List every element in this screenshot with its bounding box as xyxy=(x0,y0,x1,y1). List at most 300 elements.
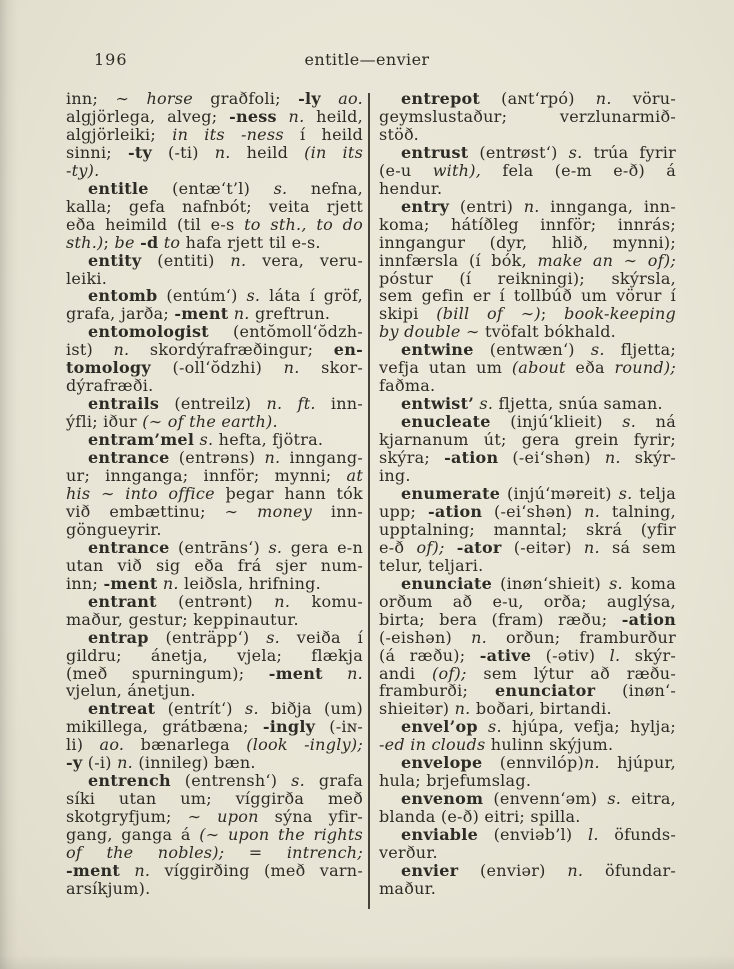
dictionary-line xyxy=(66,377,363,395)
italic-text: by double ∼ xyxy=(379,322,480,342)
column-divider xyxy=(368,93,370,909)
plain-text: kjarnanum út; gera grein fyrir; xyxy=(379,430,676,450)
italic-text: s. xyxy=(291,771,305,791)
dictionary-line xyxy=(66,449,363,467)
dictionary-line xyxy=(66,305,363,323)
plain-text: (-oll‘ŏdzhi) xyxy=(150,358,284,378)
dictionary-line xyxy=(379,126,676,144)
italic-text: (∼ of the earth). xyxy=(142,412,278,432)
plain-text: (ennvilóp) xyxy=(482,753,584,773)
plain-text: göngueyrir. xyxy=(66,519,162,539)
plain-text: orðun; framburður xyxy=(486,627,676,647)
dictionary-line xyxy=(379,180,676,198)
plain-text: graðfoli; xyxy=(192,89,299,108)
plain-text: sá sem xyxy=(599,537,677,557)
plain-text: við embættinu; ∼ xyxy=(66,501,258,521)
italic-text: his ∼ into office xyxy=(66,483,215,503)
dictionary-line xyxy=(379,700,676,718)
plain-text: hulinn skýjum. xyxy=(485,735,614,755)
plain-text: koma xyxy=(622,573,677,593)
plain-text: fljetta; xyxy=(604,340,676,360)
dictionary-line xyxy=(379,377,676,395)
plain-text: arsíkjum). xyxy=(66,878,151,898)
italic-text: n. xyxy=(113,340,130,360)
dictionary-line xyxy=(379,270,676,288)
plain-text: (entrənt) xyxy=(156,591,275,611)
dictionary-line xyxy=(66,593,363,611)
plain-text: öfunds- xyxy=(598,825,677,845)
headword-text: entry xyxy=(401,196,450,216)
plain-text: kalla; gefa nafnbót; veita rjett xyxy=(66,196,363,216)
plain-text: (-ei‘shən) xyxy=(498,448,605,468)
italic-text: horse xyxy=(146,89,193,108)
plain-text: skordýrafræðingur; xyxy=(129,340,334,360)
plain-text: (-ei‘shən) xyxy=(482,501,585,521)
italic-text: n. xyxy=(567,860,584,880)
italic-text: (∼ upon the rights xyxy=(199,825,364,845)
headword-text: entram’mel xyxy=(88,430,195,450)
dictionary-line xyxy=(66,665,363,683)
plain-text: gera e-n xyxy=(282,537,363,557)
italic-text: s. xyxy=(590,340,605,360)
italic-text: n. xyxy=(233,304,250,324)
italic-text: to xyxy=(163,232,181,252)
dictionary-line xyxy=(66,772,363,790)
dictionary-line xyxy=(379,467,676,485)
dictionary-line xyxy=(379,754,676,772)
plain-text: trúa fyrir xyxy=(582,142,676,162)
plain-text: (entwæn‘) xyxy=(473,340,591,360)
plain-text: í heild xyxy=(283,124,364,144)
plain-text: inn; xyxy=(66,573,104,593)
italic-text: at xyxy=(346,466,363,486)
plain-text: ýfli; iður xyxy=(66,412,143,432)
headword-text: -ment xyxy=(103,573,158,593)
plain-text: sinni; xyxy=(66,142,128,162)
dictionary-line xyxy=(66,198,363,216)
italic-text: n. xyxy=(523,196,540,216)
plain-text: (entúm‘) xyxy=(157,286,247,306)
dictionary-line xyxy=(379,413,676,431)
italic-text: n. xyxy=(583,537,600,557)
dictionary-line xyxy=(379,826,676,844)
dictionary-line xyxy=(66,323,363,341)
italic-text: s. xyxy=(246,286,261,306)
italic-text: n. xyxy=(230,250,247,270)
italic-text: n. xyxy=(288,106,305,126)
headword-text: -y xyxy=(66,753,83,773)
plain-text: öfundar- xyxy=(583,860,676,880)
plain-text: (entrəns) xyxy=(169,448,265,468)
plain-text: ; xyxy=(540,304,565,324)
plain-text: utan við sig eða frá sjer num- xyxy=(66,555,363,575)
headword-text: -ment xyxy=(268,663,323,683)
dictionary-line xyxy=(379,772,676,790)
plain-text: innganga, inn- xyxy=(539,196,676,216)
dictionary-line xyxy=(66,252,363,270)
plain-text: sem lýtur að ræðu- xyxy=(466,663,677,683)
page-number: 196 xyxy=(94,50,128,69)
headword-text: entomb xyxy=(88,286,158,306)
dictionary-line xyxy=(379,144,676,162)
plain-text xyxy=(323,664,347,683)
column-right xyxy=(379,90,676,898)
plain-text: (e-u xyxy=(379,160,433,180)
italic-text: n. xyxy=(214,142,231,162)
plain-text: maður, gestur; keppinautur. xyxy=(66,609,299,629)
plain-text: li) xyxy=(66,735,100,755)
plain-text: (entrít‘) xyxy=(155,699,246,719)
italic-text: (bill of ∼) xyxy=(436,304,541,324)
dictionary-line xyxy=(379,395,676,413)
plain-text: biðja (um) xyxy=(258,699,364,719)
plain-text: telur, teljari. xyxy=(379,555,484,575)
dictionary-line xyxy=(66,808,363,826)
dictionary-line xyxy=(66,880,363,898)
italic-text: (look -ingly); xyxy=(246,735,363,755)
italic-text: n. xyxy=(117,753,134,773)
plain-text: verður. xyxy=(379,843,438,863)
plain-text: (entreilz) xyxy=(159,394,267,414)
plain-text: (envenn‘əm) xyxy=(483,789,608,809)
italic-text: s. xyxy=(488,717,502,737)
plain-text xyxy=(445,538,457,557)
plain-text: boðari, birtandi. xyxy=(470,699,612,719)
headword-text: envel’op xyxy=(401,717,478,737)
dictionary-line xyxy=(66,790,363,808)
plain-text: (með spurningum); xyxy=(66,663,269,683)
plain-text: grafa, jarða; xyxy=(66,304,175,324)
dictionary-line xyxy=(66,90,363,108)
dictionary-line xyxy=(66,234,363,252)
italic-text: l. xyxy=(587,825,599,845)
italic-text: -ed in clouds xyxy=(379,735,486,755)
dictionary-line xyxy=(66,521,363,539)
plain-text: mikillega, grátbæna; xyxy=(66,717,263,737)
dictionary-line xyxy=(379,808,676,826)
italic-text: n. xyxy=(134,860,151,880)
plain-text: (entri) xyxy=(449,196,524,216)
italic-text: s. xyxy=(199,430,214,450)
plain-text: gang, ganga á xyxy=(66,825,200,845)
dictionary-line xyxy=(66,647,363,665)
headword-text: enumerate xyxy=(401,483,501,503)
headword-text: -ation xyxy=(444,448,499,468)
plain-text: (entiti) xyxy=(141,250,231,270)
italic-text: s. xyxy=(273,178,288,198)
italic-text: with), xyxy=(432,160,482,180)
plain-text: birta; bera (fram) ræðu; xyxy=(379,609,622,629)
plain-text: (inøn‘- xyxy=(595,681,676,701)
plain-text: hjúpur, xyxy=(599,753,676,773)
italic-text: book-keeping xyxy=(564,304,676,324)
plain-text: framburði; xyxy=(379,681,495,701)
dictionary-line xyxy=(66,736,363,754)
plain-text: telja xyxy=(632,483,677,503)
plain-text: (entrāns‘) xyxy=(169,537,269,557)
italic-text: be xyxy=(114,232,135,252)
plain-text: dýrafræði. xyxy=(66,376,154,396)
plain-text: (entrøst‘) xyxy=(468,142,569,162)
dictionary-line xyxy=(66,180,363,198)
headword-text: -ment xyxy=(66,860,121,880)
dictionary-line xyxy=(379,736,676,754)
plain-text: inn- xyxy=(312,501,363,521)
plain-text: inn- xyxy=(315,394,364,414)
italic-text: in its -ness xyxy=(172,124,284,144)
plain-text: orðum að e-u, orða; auglýsa, xyxy=(379,591,676,611)
italic-text: money xyxy=(257,501,313,521)
plain-text: upp; xyxy=(379,501,428,521)
italic-text: sth.) xyxy=(66,232,104,252)
dictionary-line xyxy=(379,252,676,270)
dictionary-line xyxy=(379,449,676,467)
italic-text: l. xyxy=(609,645,621,665)
headword-text: -ation xyxy=(427,501,483,521)
headword-text: envenom xyxy=(401,789,484,809)
headword-text: entrust xyxy=(401,142,469,162)
plain-text: = xyxy=(224,843,287,863)
dictionary-line xyxy=(379,682,676,700)
dictionary-line xyxy=(379,862,676,880)
dictionary-line xyxy=(66,754,363,772)
dictionary-line xyxy=(379,431,676,449)
plain-text: ná xyxy=(636,412,676,432)
italic-text: round); xyxy=(614,358,676,378)
headword-text: -ness xyxy=(229,106,277,126)
headword-text: -ation xyxy=(621,609,676,629)
headword-text: enviable xyxy=(401,825,478,845)
plain-text: hafa rjett til e-s. xyxy=(180,232,321,252)
plain-text: ur; innganga; innför; mynni; xyxy=(66,466,347,486)
plain-text: póstur (í reikningi); skýrsla, xyxy=(379,268,676,288)
plain-text: sýna yfir- xyxy=(258,807,363,827)
plain-text: hefta, fjötra. xyxy=(213,430,324,450)
plain-text: (injú‘məreit) xyxy=(500,483,619,503)
plain-text: inn; ∼ xyxy=(66,89,147,108)
dictionary-line xyxy=(66,216,363,234)
italic-text: s. xyxy=(266,627,280,647)
italic-text: n. xyxy=(583,753,600,773)
plain-text: leiðsla, hrifning. xyxy=(178,573,321,593)
headword-text: entrepot xyxy=(401,89,481,108)
plain-text: e-ð xyxy=(379,537,417,557)
headword-text: envier xyxy=(401,860,459,880)
dictionary-line xyxy=(66,557,363,575)
italic-text: (of); xyxy=(431,663,467,683)
headword-text: -d xyxy=(140,232,159,252)
plain-text: vöru- xyxy=(611,89,676,108)
plain-text: (entrensh‘) xyxy=(170,771,292,791)
plain-text: (enviəb’l) xyxy=(478,825,588,845)
dictionary-line xyxy=(66,395,363,413)
plain-text: tvöfalt bókhald. xyxy=(479,322,617,342)
plain-text: skipi xyxy=(379,304,437,324)
dictionary-line xyxy=(66,359,363,377)
plain-text: (entæ‘t’l) xyxy=(148,178,274,198)
headword-text: enunciate xyxy=(401,573,493,593)
plain-text: ; xyxy=(103,232,115,252)
plain-text: skýr- xyxy=(620,448,676,468)
headword-text: entity xyxy=(88,250,142,270)
plain-text: láta í gröf, xyxy=(260,286,363,306)
plain-text: hjúpa, vefja; hylja; xyxy=(501,717,676,737)
italic-text: s. xyxy=(479,394,494,414)
dictionary-line xyxy=(379,341,676,359)
headword-text: entrance xyxy=(88,448,170,468)
plain-text: hula; brjefumslag. xyxy=(379,771,532,791)
plain-text: (entŏmoll‘ŏdzh- xyxy=(208,322,363,342)
plain-text: eða xyxy=(565,358,615,378)
dictionary-line xyxy=(66,108,363,126)
italic-text: n. xyxy=(347,663,363,683)
plain-text: (inøn‘shieit) xyxy=(492,573,610,593)
headword-text: entitle xyxy=(88,178,149,198)
headword-text: entwine xyxy=(401,340,474,360)
italic-text: (in its xyxy=(304,142,364,162)
dictionary-line xyxy=(379,234,676,252)
plain-text: skor- xyxy=(299,358,363,378)
dictionary-line xyxy=(66,682,363,700)
headword-text: tomology xyxy=(66,358,151,378)
dictionary-line xyxy=(379,575,676,593)
dictionary-line xyxy=(66,503,363,521)
plain-text: fela (e-m e-ð) á xyxy=(481,160,676,180)
plain-text: grafa xyxy=(304,771,363,791)
plain-text: bænarlega xyxy=(124,735,247,755)
plain-text: (-eishən) xyxy=(379,627,472,647)
dictionary-line xyxy=(379,844,676,862)
plain-text: leiki. xyxy=(66,268,108,288)
italic-text: n. ft. xyxy=(266,394,316,414)
plain-text: skýr- xyxy=(620,645,676,665)
plain-text: síki utan um; víggirða með xyxy=(66,789,363,809)
italic-text: of the nobles); xyxy=(66,843,225,863)
dictionary-line xyxy=(66,144,363,162)
plain-text: vjelun, ánetjun. xyxy=(66,681,196,701)
headword-text: -ative xyxy=(479,645,532,665)
dictionary-line xyxy=(379,647,676,665)
headword-text: enunciator xyxy=(495,681,596,701)
dictionary-line xyxy=(379,593,676,611)
italic-text: s. xyxy=(245,699,259,719)
dictionary-line xyxy=(66,629,363,647)
dictionary-line xyxy=(379,305,676,323)
dictionary-line xyxy=(66,862,363,880)
plain-text: upptalning; manntal; skrá (yfir xyxy=(379,519,676,539)
plain-text: algjörlega, alveg; xyxy=(66,106,230,126)
plain-text: algjörleiki; xyxy=(66,124,173,144)
dictionary-line xyxy=(66,826,363,844)
plain-text: vefja utan um xyxy=(379,358,512,378)
dictionary-line xyxy=(379,557,676,575)
dictionary-line xyxy=(379,521,676,539)
plain-text: (injú‘klieit) xyxy=(490,412,623,432)
dictionary-line xyxy=(379,718,676,736)
plain-text: (-iɴ- xyxy=(315,717,363,737)
headword-text: entrench xyxy=(88,771,171,791)
dictionary-line xyxy=(66,575,363,593)
plain-text: (-ətiv) xyxy=(531,645,610,665)
italic-text: s. xyxy=(618,483,633,503)
italic-text: (about xyxy=(511,358,566,378)
column-left xyxy=(66,90,363,898)
plain-text xyxy=(478,717,488,736)
plain-text: (innileg) bæn. xyxy=(133,753,256,773)
plain-text: inngang- xyxy=(280,448,364,468)
dictionary-line xyxy=(66,611,363,629)
dictionary-line xyxy=(66,126,363,144)
headword-text: -ment xyxy=(174,304,229,324)
italic-text: to sth., to do xyxy=(244,214,364,234)
headword-text: enucleate xyxy=(401,412,491,432)
italic-text: n. xyxy=(471,627,487,647)
plain-text: (-i) xyxy=(82,753,118,773)
headword-text: entwist’ xyxy=(401,394,475,414)
plain-text: shieitər) xyxy=(379,699,455,719)
plain-text: ist) xyxy=(66,340,114,360)
dictionary-line xyxy=(379,880,676,898)
italic-text: upon xyxy=(217,807,259,827)
italic-text: n. xyxy=(604,448,621,468)
plain-text: (enträpp‘) xyxy=(148,627,267,647)
plain-text xyxy=(277,107,289,126)
headword-text: -ingly xyxy=(262,717,316,737)
dictionary-line xyxy=(66,341,363,359)
plain-text: hendur. xyxy=(379,178,443,198)
italic-text: make an ∼ of); xyxy=(537,250,676,270)
dictionary-line xyxy=(66,700,363,718)
dictionary-line xyxy=(66,413,363,431)
headword-text: -ty xyxy=(127,142,153,162)
dictionary-line xyxy=(379,790,676,808)
plain-text: veiða í xyxy=(280,627,363,647)
plain-text: gildru; ánetja, vjela; flækja xyxy=(66,645,363,665)
italic-text: n. xyxy=(454,699,471,719)
plain-text: eða heimild (til e-s xyxy=(66,214,245,234)
headword-text: entreat xyxy=(88,699,156,719)
plain-text: ing. xyxy=(379,466,411,486)
plain-text: sem gefin er í tollbúð um vörur í xyxy=(379,286,676,306)
plain-text: eitra, xyxy=(621,789,677,809)
italic-text: n. xyxy=(595,89,612,108)
dictionary-line xyxy=(379,539,676,557)
italic-text: s. xyxy=(568,142,583,162)
plain-text: andi xyxy=(379,663,432,683)
italic-text: n. xyxy=(584,501,601,521)
dictionary-line xyxy=(379,629,676,647)
headword-text: entomologist xyxy=(88,322,209,342)
dictionary-line xyxy=(379,216,676,234)
italic-text: s. xyxy=(622,412,637,432)
italic-text: intrench; xyxy=(286,843,363,863)
plain-text: innfærsla (í bók, xyxy=(379,250,538,270)
italic-text: s. xyxy=(268,537,283,557)
dictionary-line xyxy=(379,503,676,521)
plain-text: fljetta, snúa saman. xyxy=(493,394,663,414)
italic-text: n. xyxy=(274,591,291,611)
headword-text: entrails xyxy=(88,394,160,414)
dictionary-line xyxy=(379,198,676,216)
headword-text: entrance xyxy=(88,537,170,557)
plain-text: heild xyxy=(230,142,305,162)
dictionary-line xyxy=(379,485,676,503)
dictionary-line xyxy=(379,611,676,629)
plain-text xyxy=(120,861,134,880)
dictionary-line xyxy=(66,431,363,449)
italic-text: of); xyxy=(416,537,445,557)
plain-text: stöð. xyxy=(379,124,419,144)
